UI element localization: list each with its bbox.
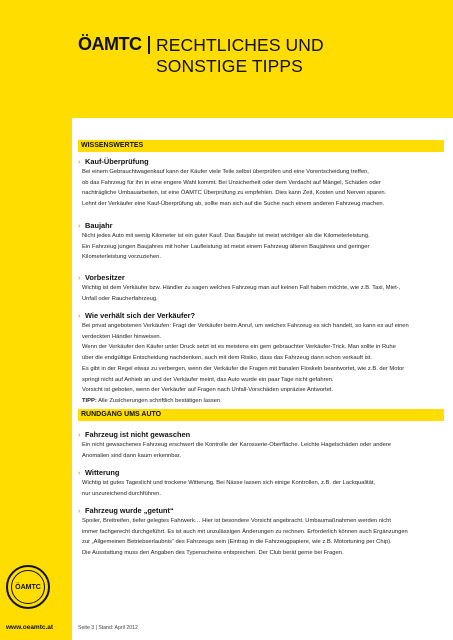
tip-label: TIPP:: [82, 397, 97, 404]
page-title: [156, 35, 324, 77]
item-witterung: [78, 468, 444, 499]
item-body: Ein nicht gewaschenes Fahrzeug erschwert die Kontrolle der Karosserie-Oberfläche. Leichte Hagelschäden oder andere Anomalien sind dann kaum erkennbar.: [82, 442, 392, 459]
page-title-line: RECHTLICHES UND: [156, 35, 324, 55]
item-nicht-gewaschen: [78, 430, 444, 461]
tip-line: [82, 396, 444, 407]
item-title: › Witterung: [78, 468, 120, 477]
sidebar-band: [0, 118, 72, 640]
item-kauf-ueberpruefung: [78, 157, 444, 210]
section-heading-rundgang: RUNDGANG UMS AUTO: [78, 409, 444, 421]
page-title-line: SONSTIGE TIPPS: [156, 56, 303, 76]
item-title: › Fahrzeug wurde „getunt“: [78, 506, 174, 515]
page-footer: Seite 3 | Stand: April 2012: [78, 625, 138, 631]
logo-text: ÖAMTC: [15, 583, 41, 591]
item-body: Wichtig ist dem Verkäufer bzw. Händler zu sagen welches Fahrzeug man auf keinen Fall haben möchte, wie z.B. Taxi, Miet-, Unfall oder Raucherfahrzeug.: [82, 285, 401, 302]
item-getunt: [78, 506, 444, 559]
item-body: Spoiler, Breitreifen, tiefer gelegtes Fahrwerk… Hier ist besondere Vorsicht angebracht. Umbaumaßnahmen werden nicht immer fachgerecht durchgeführt. Es ist auch mit unzulässigen Änderungen zu rechnen. Erforderlich können auch Ergänzungen zur „Allgemeinen Betriebserlaubnis“ des Fahrzeugs sein (Eintrag in die Fahrzeugpapiere, wie z.B. Motortuning per Chip). Die Ausstattung muss den Angaben des Typenscheins entsprechen. Der Club berät gerne bei Fragen.: [82, 518, 408, 557]
chevron-right-icon: ›: [78, 221, 81, 230]
header-band: [0, 0, 453, 118]
brand-logotype: ÖAMTC: [78, 34, 142, 54]
item-body: Bei einem Gebrauchtwagenkauf kann der Käufer viele Teile selbst überprüfen und eine Vorentscheidung treffen, ob das Fahrzeug für ihn in eine engere Wahl kommt. Bei Unsicherheit oder dem Verdacht auf Mängel, Schäden oder nachträgliche Umbauarbeiten, ist eine ÖAMTC Überprüfung zu empfehlen. Dies kann Zeit, Kosten und Nerven sparen. Lehnt der Verkäufer eine Kauf-Überprüfung ab, sollte man sich auf die Suche nach einem anderen Fahrzeug machen.: [82, 169, 387, 208]
oeamtc-logo: [6, 565, 50, 609]
chevron-right-icon: ›: [78, 273, 81, 282]
item-verkaeufer-verhalten: [78, 311, 444, 407]
logo-inner-ring: [11, 570, 45, 604]
website-link[interactable]: www.oeamtc.at: [6, 624, 54, 631]
item-baujahr: [78, 221, 444, 263]
item-title: › Fahrzeug ist nicht gewaschen: [78, 430, 191, 439]
header-divider: [148, 36, 150, 54]
item-title: › Vorbesitzer: [78, 273, 125, 282]
item-body: Nicht jedes Auto mit wenig Kilometer ist ein guter Kauf. Das Baujahr ist meist wichtiger als die Kilometerleistung. Ein Fahrzeug jungen Baujahres mit hoher Laufleistung ist meist einem Fahrzeug älteren Baujahres und geringer Kilometerleistung vorzuziehen.: [82, 233, 370, 261]
item-body: Wichtig ist gutes Tageslicht und trockene Witterung. Bei Nässe lassen sich einige Kontrollen, z.B. der Lackqualität, nur unzureichend durchführen.: [82, 480, 376, 497]
chevron-right-icon: ›: [78, 430, 81, 439]
item-body: Bei privat angebotenen Verkäufen: Fragt der Verkäufer beim Anruf, um welches Fahrzeug es sich handelt, so kann es auf einen verdeckten Händler hinweisen. Wenn der Verkäufer den Käufer unter Druck setzt ist es meistens ein gern gebrauchter Verkäufer-Trick. Man sollte in Ruhe über die endgültige Entscheidung nachdenken, auch mit dem Risiko, dass das Fahrzeug dann schon verkauft ist. Es gibt in der Regel etwas zu verbergen, wenn der Verkäufer die Fragen mit banalen Floskeln beantwortet, wie z.B. der Motor springt nicht auf Anhieb an und der Verkäufer meint, das Auto wurde ein paar Tage nicht gefahren. Vorsicht ist geboten, wenn der Verkäufer auf Fragen nach Unfall-Vorschäden unpräzise Antwortet. TIPP: Alle Zusicherungen schriftlich bestätigen lassen.: [78, 321, 444, 407]
item-title: › Kauf-Überprüfung: [78, 157, 149, 166]
item-vorbesitzer: [78, 273, 444, 304]
chevron-right-icon: ›: [78, 506, 81, 515]
tip-text: Alle Zusicherungen schriftlich bestätigen lassen.: [96, 397, 222, 404]
item-title: › Wie verhält sich der Verkäufer?: [78, 311, 196, 320]
item-title: › Baujahr: [78, 221, 113, 230]
chevron-right-icon: ›: [78, 311, 81, 320]
chevron-right-icon: ›: [78, 468, 81, 477]
section-heading-wissenswertes: WISSENSWERTES: [78, 140, 444, 152]
chevron-right-icon: ›: [78, 157, 81, 166]
